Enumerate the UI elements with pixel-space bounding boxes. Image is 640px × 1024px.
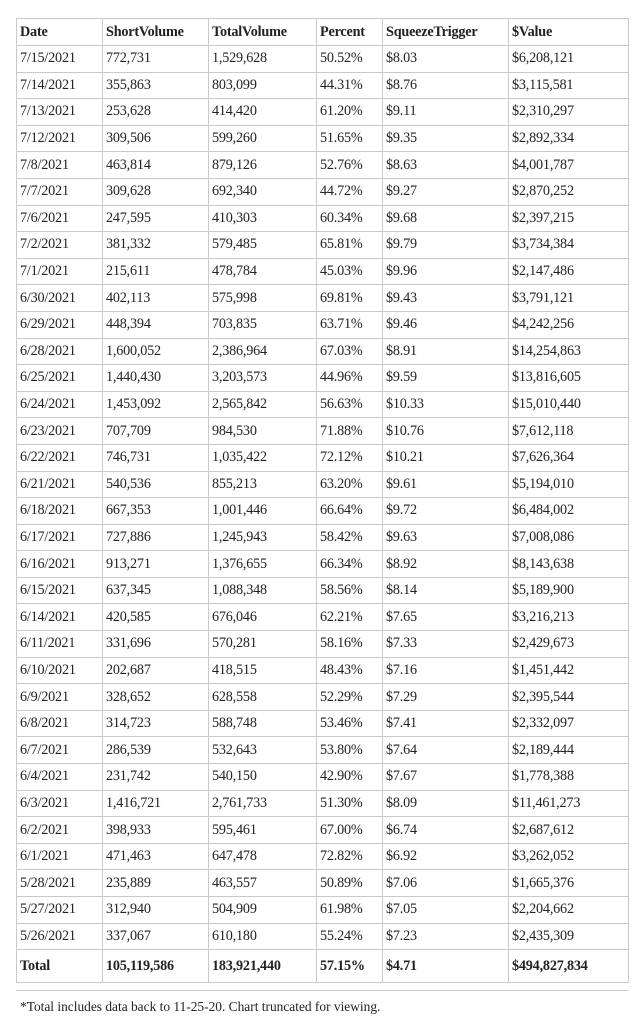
percent-cell: 44.96%: [317, 365, 383, 392]
percent-cell: 58.56%: [317, 577, 383, 604]
squeeze-trigger-cell: $7.16: [383, 657, 509, 684]
squeeze-trigger-cell: $9.79: [383, 232, 509, 259]
squeeze-trigger-cell: $8.91: [383, 338, 509, 365]
total-volume-cell: 1,376,655: [209, 551, 317, 578]
total-volume-cell: 676,046: [209, 604, 317, 631]
value-cell: $2,147,486: [509, 258, 629, 285]
percent-cell: 42.90%: [317, 764, 383, 791]
value-cell: $1,665,376: [509, 870, 629, 897]
percent-cell: 67.00%: [317, 817, 383, 844]
squeeze-trigger-cell: $10.21: [383, 444, 509, 471]
short-volume-cell: 231,742: [103, 764, 209, 791]
short-volume-cell: 1,600,052: [103, 338, 209, 365]
short-volume-cell: 1,440,430: [103, 365, 209, 392]
squeeze-trigger-cell: $6.92: [383, 843, 509, 870]
date-cell: 6/24/2021: [17, 391, 103, 418]
date-cell: 6/21/2021: [17, 471, 103, 498]
squeeze-trigger-cell: $9.11: [383, 99, 509, 126]
total-label: Total: [17, 950, 103, 983]
table-row: [17, 764, 629, 791]
column-header-short-volume: ShortVolume: [103, 19, 209, 46]
table-row: [17, 338, 629, 365]
short-volume-cell: 1,416,721: [103, 790, 209, 817]
date-cell: 7/2/2021: [17, 232, 103, 259]
total-value: $494,827,834: [509, 950, 629, 983]
short-volume-cell: 463,814: [103, 152, 209, 179]
header-row: [17, 19, 629, 46]
date-cell: 6/2/2021: [17, 817, 103, 844]
table-row: [17, 870, 629, 897]
short-volume-cell: 746,731: [103, 444, 209, 471]
table-row: [17, 817, 629, 844]
date-cell: 7/13/2021: [17, 99, 103, 126]
total-volume-cell: 579,485: [209, 232, 317, 259]
value-cell: $2,189,444: [509, 737, 629, 764]
squeeze-trigger-cell: $7.06: [383, 870, 509, 897]
total-volume-cell: 2,386,964: [209, 338, 317, 365]
percent-cell: 72.82%: [317, 843, 383, 870]
percent-cell: 66.64%: [317, 498, 383, 525]
table-row: [17, 577, 629, 604]
value-cell: $13,816,605: [509, 365, 629, 392]
table-row: [17, 365, 629, 392]
total-volume-cell: 879,126: [209, 152, 317, 179]
date-cell: 6/8/2021: [17, 710, 103, 737]
short-volume-cell: 707,709: [103, 418, 209, 445]
total-volume-cell: 1,245,943: [209, 524, 317, 551]
squeeze-trigger-cell: $9.35: [383, 125, 509, 152]
value-cell: $4,242,256: [509, 311, 629, 338]
table-row: [17, 923, 629, 950]
squeeze-trigger-cell: $7.41: [383, 710, 509, 737]
table-row: [17, 152, 629, 179]
percent-cell: 44.72%: [317, 178, 383, 205]
total-volume-cell: 2,565,842: [209, 391, 317, 418]
table-row: [17, 125, 629, 152]
date-cell: 6/3/2021: [17, 790, 103, 817]
percent-cell: 67.03%: [317, 338, 383, 365]
value-cell: $7,626,364: [509, 444, 629, 471]
date-cell: 6/11/2021: [17, 631, 103, 658]
percent-cell: 51.65%: [317, 125, 383, 152]
short-volume-cell: 402,113: [103, 285, 209, 312]
value-cell: $3,791,121: [509, 285, 629, 312]
date-cell: 7/6/2021: [17, 205, 103, 232]
short-volume-cell: 727,886: [103, 524, 209, 551]
value-cell: $8,143,638: [509, 551, 629, 578]
value-cell: $11,461,273: [509, 790, 629, 817]
table-row: [17, 178, 629, 205]
table-row: [17, 657, 629, 684]
squeeze-trigger-cell: $10.76: [383, 418, 509, 445]
percent-cell: 45.03%: [317, 258, 383, 285]
total-volume-cell: 532,643: [209, 737, 317, 764]
squeeze-trigger-cell: $7.33: [383, 631, 509, 658]
percent-cell: 61.98%: [317, 897, 383, 924]
date-cell: 7/14/2021: [17, 72, 103, 99]
value-cell: $2,310,297: [509, 99, 629, 126]
value-cell: $6,484,002: [509, 498, 629, 525]
table-row: [17, 843, 629, 870]
value-cell: $3,262,052: [509, 843, 629, 870]
percent-cell: 69.81%: [317, 285, 383, 312]
value-cell: $2,870,252: [509, 178, 629, 205]
column-header-total-volume: TotalVolume: [209, 19, 317, 46]
total-short-volume: 105,119,586: [103, 950, 209, 983]
short-volume-cell: 667,353: [103, 498, 209, 525]
total-volume-cell: 599,260: [209, 125, 317, 152]
table-row: [17, 524, 629, 551]
short-volume-cell: 355,863: [103, 72, 209, 99]
percent-cell: 72.12%: [317, 444, 383, 471]
percent-cell: 52.29%: [317, 684, 383, 711]
date-cell: 6/4/2021: [17, 764, 103, 791]
value-cell: $2,892,334: [509, 125, 629, 152]
table-row: [17, 631, 629, 658]
short-volume-cell: 312,940: [103, 897, 209, 924]
squeeze-trigger-cell: $7.23: [383, 923, 509, 950]
total-volume-cell: 414,420: [209, 99, 317, 126]
short-volume-cell: 448,394: [103, 311, 209, 338]
total-volume-cell: 418,515: [209, 657, 317, 684]
value-cell: $1,778,388: [509, 764, 629, 791]
date-cell: 7/1/2021: [17, 258, 103, 285]
squeeze-trigger-cell: $9.63: [383, 524, 509, 551]
squeeze-trigger-cell: $8.92: [383, 551, 509, 578]
column-header-date: Date: [17, 19, 103, 46]
column-header-squeeze-trigger: SqueezeTrigger: [383, 19, 509, 46]
percent-cell: 48.43%: [317, 657, 383, 684]
table-row: [17, 897, 629, 924]
value-cell: $5,194,010: [509, 471, 629, 498]
total-volume-cell: 570,281: [209, 631, 317, 658]
squeeze-trigger-cell: $7.65: [383, 604, 509, 631]
date-cell: 5/28/2021: [17, 870, 103, 897]
squeeze-trigger-cell: $8.63: [383, 152, 509, 179]
total-volume-cell: 540,150: [209, 764, 317, 791]
short-volume-cell: 309,506: [103, 125, 209, 152]
squeeze-trigger-cell: $9.46: [383, 311, 509, 338]
date-cell: 6/28/2021: [17, 338, 103, 365]
value-cell: $6,208,121: [509, 46, 629, 73]
date-cell: 6/22/2021: [17, 444, 103, 471]
short-volume-cell: 253,628: [103, 99, 209, 126]
squeeze-trigger-cell: $8.14: [383, 577, 509, 604]
value-cell: $2,395,544: [509, 684, 629, 711]
value-cell: $2,397,215: [509, 205, 629, 232]
total-row: [17, 950, 629, 983]
percent-cell: 50.89%: [317, 870, 383, 897]
table-row: [17, 46, 629, 73]
short-volume-cell: 381,332: [103, 232, 209, 259]
value-cell: $7,612,118: [509, 418, 629, 445]
percent-cell: 63.71%: [317, 311, 383, 338]
short-volume-cell: 540,536: [103, 471, 209, 498]
short-volume-cell: 398,933: [103, 817, 209, 844]
table-row: [17, 551, 629, 578]
squeeze-trigger-cell: $9.43: [383, 285, 509, 312]
squeeze-trigger-cell: $7.05: [383, 897, 509, 924]
percent-cell: 60.34%: [317, 205, 383, 232]
percent-cell: 65.81%: [317, 232, 383, 259]
squeeze-trigger-cell: $9.27: [383, 178, 509, 205]
table-row: [17, 444, 629, 471]
date-cell: 6/25/2021: [17, 365, 103, 392]
squeeze-trigger-cell: $9.72: [383, 498, 509, 525]
percent-cell: 53.80%: [317, 737, 383, 764]
table-row: [17, 790, 629, 817]
squeeze-trigger-cell: $8.09: [383, 790, 509, 817]
squeeze-trigger-cell: $9.68: [383, 205, 509, 232]
short-volume-cell: 420,585: [103, 604, 209, 631]
percent-cell: 52.76%: [317, 152, 383, 179]
squeeze-trigger-cell: $8.03: [383, 46, 509, 73]
short-volume-cell: 331,696: [103, 631, 209, 658]
table-row: [17, 418, 629, 445]
data-sheet: [16, 18, 628, 983]
short-volume-cell: 637,345: [103, 577, 209, 604]
squeeze-trigger-cell: $8.76: [383, 72, 509, 99]
date-cell: 6/17/2021: [17, 524, 103, 551]
total-volume-cell: 647,478: [209, 843, 317, 870]
percent-cell: 55.24%: [317, 923, 383, 950]
squeeze-trigger-cell: $6.74: [383, 817, 509, 844]
value-cell: $3,734,384: [509, 232, 629, 259]
value-cell: $1,451,442: [509, 657, 629, 684]
date-cell: 6/7/2021: [17, 737, 103, 764]
total-volume-cell: 463,557: [209, 870, 317, 897]
total-volume-cell: 575,998: [209, 285, 317, 312]
table-row: [17, 232, 629, 259]
short-volume-cell: 309,628: [103, 178, 209, 205]
total-volume-cell: 803,099: [209, 72, 317, 99]
date-cell: 7/15/2021: [17, 46, 103, 73]
table-row: [17, 72, 629, 99]
total-percent: 57.15%: [317, 950, 383, 983]
date-cell: 6/23/2021: [17, 418, 103, 445]
percent-cell: 56.63%: [317, 391, 383, 418]
value-cell: $2,435,309: [509, 923, 629, 950]
total-volume-cell: 692,340: [209, 178, 317, 205]
date-cell: 5/27/2021: [17, 897, 103, 924]
table-row: [17, 498, 629, 525]
percent-cell: 61.20%: [317, 99, 383, 126]
total-volume-cell: 504,909: [209, 897, 317, 924]
table-row: [17, 99, 629, 126]
percent-cell: 63.20%: [317, 471, 383, 498]
date-cell: 6/15/2021: [17, 577, 103, 604]
value-cell: $4,001,787: [509, 152, 629, 179]
table-row: [17, 604, 629, 631]
short-volume-cell: 337,067: [103, 923, 209, 950]
short-volume-cell: 235,889: [103, 870, 209, 897]
value-cell: $3,216,213: [509, 604, 629, 631]
short-volume-cell: 913,271: [103, 551, 209, 578]
value-cell: $15,010,440: [509, 391, 629, 418]
total-volume-cell: 984,530: [209, 418, 317, 445]
column-header-percent: Percent: [317, 19, 383, 46]
table-row: [17, 737, 629, 764]
percent-cell: 62.21%: [317, 604, 383, 631]
total-volume-cell: 855,213: [209, 471, 317, 498]
total-volume-cell: 595,461: [209, 817, 317, 844]
short-volume-cell: 215,611: [103, 258, 209, 285]
squeeze-trigger-cell: $9.96: [383, 258, 509, 285]
table-row: [17, 391, 629, 418]
date-cell: 6/14/2021: [17, 604, 103, 631]
value-cell: $7,008,086: [509, 524, 629, 551]
squeeze-trigger-cell: $7.67: [383, 764, 509, 791]
total-volume-cell: 703,835: [209, 311, 317, 338]
percent-cell: 58.16%: [317, 631, 383, 658]
table-row: [17, 684, 629, 711]
short-volume-cell: 772,731: [103, 46, 209, 73]
total-volume-cell: 478,784: [209, 258, 317, 285]
percent-cell: 66.34%: [317, 551, 383, 578]
short-volume-cell: 314,723: [103, 710, 209, 737]
value-cell: $2,204,662: [509, 897, 629, 924]
short-volume-cell: 471,463: [103, 843, 209, 870]
percent-cell: 44.31%: [317, 72, 383, 99]
date-cell: 7/8/2021: [17, 152, 103, 179]
value-cell: $2,687,612: [509, 817, 629, 844]
short-volume-cell: 1,453,092: [103, 391, 209, 418]
table-row: [17, 258, 629, 285]
total-volume-cell: 610,180: [209, 923, 317, 950]
table-row: [17, 311, 629, 338]
date-cell: 6/9/2021: [17, 684, 103, 711]
total-volume-cell: 628,558: [209, 684, 317, 711]
total-total-volume: 183,921,440: [209, 950, 317, 983]
total-volume-cell: 410,303: [209, 205, 317, 232]
total-volume-cell: 2,761,733: [209, 790, 317, 817]
column-header-value: $Value: [509, 19, 629, 46]
percent-cell: 53.46%: [317, 710, 383, 737]
value-cell: $3,115,581: [509, 72, 629, 99]
total-volume-cell: 1,035,422: [209, 444, 317, 471]
date-cell: 7/7/2021: [17, 178, 103, 205]
total-volume-cell: 1,088,348: [209, 577, 317, 604]
percent-cell: 50.52%: [317, 46, 383, 73]
date-cell: 7/12/2021: [17, 125, 103, 152]
volume-table: [16, 18, 629, 983]
date-cell: 6/18/2021: [17, 498, 103, 525]
percent-cell: 71.88%: [317, 418, 383, 445]
squeeze-trigger-cell: $9.59: [383, 365, 509, 392]
date-cell: 6/1/2021: [17, 843, 103, 870]
squeeze-trigger-cell: $10.33: [383, 391, 509, 418]
table-row: [17, 205, 629, 232]
short-volume-cell: 286,539: [103, 737, 209, 764]
value-cell: $2,332,097: [509, 710, 629, 737]
total-squeeze-trigger: $4.71: [383, 950, 509, 983]
percent-cell: 51.30%: [317, 790, 383, 817]
value-cell: $14,254,863: [509, 338, 629, 365]
total-volume-cell: 3,203,573: [209, 365, 317, 392]
date-cell: 6/10/2021: [17, 657, 103, 684]
squeeze-trigger-cell: $9.61: [383, 471, 509, 498]
table-row: [17, 710, 629, 737]
table-row: [17, 285, 629, 312]
footnote: *Total includes data back to 11-25-20. Chart truncated for viewing.: [16, 990, 628, 1020]
table-row: [17, 471, 629, 498]
short-volume-cell: 328,652: [103, 684, 209, 711]
table-body: [17, 46, 629, 950]
squeeze-trigger-cell: $7.64: [383, 737, 509, 764]
short-volume-cell: 202,687: [103, 657, 209, 684]
squeeze-trigger-cell: $7.29: [383, 684, 509, 711]
date-cell: 5/26/2021: [17, 923, 103, 950]
total-volume-cell: 1,001,446: [209, 498, 317, 525]
date-cell: 6/16/2021: [17, 551, 103, 578]
value-cell: $2,429,673: [509, 631, 629, 658]
date-cell: 6/30/2021: [17, 285, 103, 312]
total-volume-cell: 588,748: [209, 710, 317, 737]
value-cell: $5,189,900: [509, 577, 629, 604]
percent-cell: 58.42%: [317, 524, 383, 551]
short-volume-cell: 247,595: [103, 205, 209, 232]
date-cell: 6/29/2021: [17, 311, 103, 338]
total-volume-cell: 1,529,628: [209, 46, 317, 73]
